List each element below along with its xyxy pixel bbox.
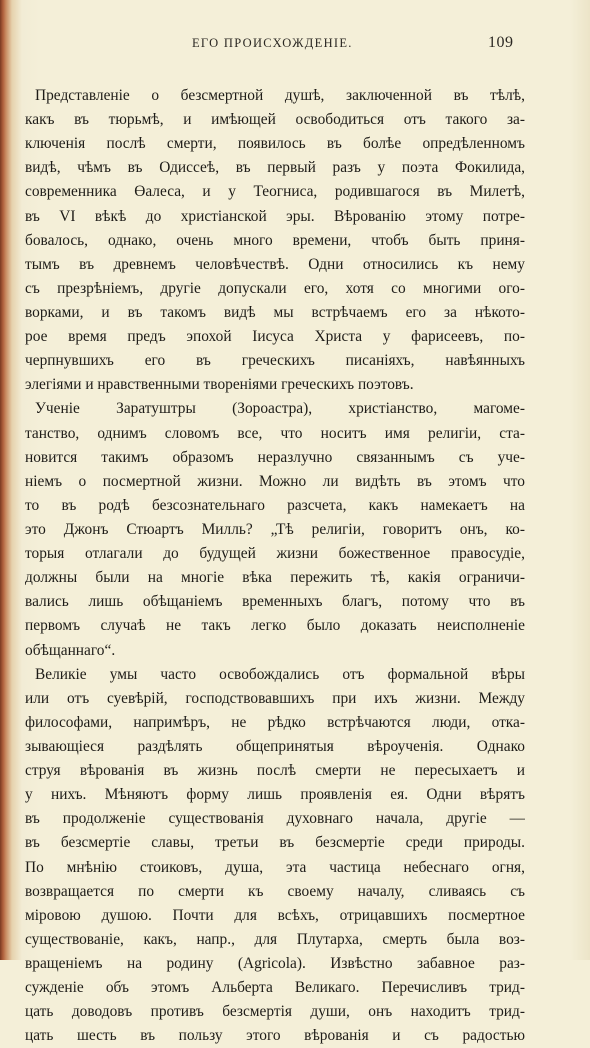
text-line: современника Өалеса, и у Теогниса, родившагося въ Милетѣ, <box>25 183 525 201</box>
text-line: съ презрѣніемъ, другіе допускали его, хотя со многими ого- <box>25 279 525 297</box>
text-line: философами, напримѣръ, не рѣдко встрѣчаются люди, отка- <box>25 713 525 731</box>
text-line: танство, однимъ словомъ все, что носитъ имя религіи, ста- <box>25 424 525 442</box>
running-title: ЕГО ПРОИСХОЖДЕНІЕ. <box>192 36 353 50</box>
text-line: первомъ случаѣ не такъ легко было доказать неисполненіе <box>25 617 525 635</box>
text-line: въ VI вѣкѣ до христіанской эры. Вѣрованію этому потре- <box>25 207 525 225</box>
text-line: сужденіе объ этомъ Альберта Великаго. Перечисливъ трид- <box>25 979 525 997</box>
text-line: это Джонъ Стюартъ Милль? „Тѣ религіи, говоритъ онъ, ко- <box>25 520 525 538</box>
text-line: должны были на многіе вѣка пережить тѣ, какія ограничи- <box>25 569 525 587</box>
text-line: міровою душою. Почти для всѣхъ, отрицавшихъ посмертное <box>25 906 525 924</box>
text-line: рое время предъ эпохой Іисуса Христа у фарисеевъ, по- <box>25 328 525 346</box>
text-line: струя вѣрованія въ жизнь послѣ смерти не пересыхаетъ и <box>25 762 525 780</box>
text-line: ніемъ о посмертной жизни. Можно ли видѣть въ этомъ что <box>25 472 525 490</box>
running-head <box>0 34 590 54</box>
text-line: видѣ, чѣмъ въ Одиссеѣ, въ первый разъ у поэта Фокилида, <box>25 159 525 177</box>
text-line: вались лишь обѣщаніемъ временныхъ благъ, потому что въ <box>25 593 525 611</box>
text-line: торыя отлагали до будущей жизни божественное правосудіе, <box>25 545 525 563</box>
text-line: элегіями и нравственными твореніями греческихъ поэтовъ. <box>25 376 414 394</box>
text-line: тымъ въ древнемъ человѣчествѣ. Одни относились къ нему <box>25 255 525 273</box>
text-line: Ученіе Заратуштры (Зороастра), христіанство, магоме- <box>35 400 525 418</box>
text-line: По мнѣнію стоиковъ, душа, эта частица небеснаго огня, <box>25 858 525 876</box>
text-line: новится такимъ образомъ неразлучно связаннымъ съ уче- <box>25 448 525 466</box>
text-line: ключенія послѣ смерти, появилось въ болѣе опредѣленномъ <box>25 135 525 153</box>
text-line: то въ родѣ безсознательнаго разсчета, какъ намекаетъ на <box>25 496 525 514</box>
text-line: возвращается по смерти къ своему началу, сливаясь съ <box>25 882 525 900</box>
text-line: Представленіе о безсмертной душѣ, заключенной въ тѣлѣ, <box>35 87 525 104</box>
text-line: цать доводовъ противъ безсмертія души, онъ находитъ трид- <box>25 1003 525 1021</box>
text-line: какъ въ тюрьмѣ, и имѣющей освободиться отъ такого за- <box>25 111 525 129</box>
text-line: у нихъ. Мѣняютъ форму лишь проявленія ея. Одни вѣрятъ <box>25 786 525 804</box>
text-line: цать шесть въ пользу этого вѣрованія и съ радостью <box>25 1027 525 1045</box>
text-line: бовалось, однако, очень много времени, чтобъ быть приня- <box>25 231 525 249</box>
text-line: Великіе умы часто освобождались отъ формальной вѣры <box>35 665 525 683</box>
text-line: существованіе, какъ, напр., для Плутарха, смерть была воз- <box>25 930 525 948</box>
text-line: черпнувшихъ его въ греческихъ писаніяхъ, навѣянныхъ <box>25 352 525 370</box>
text-line: въ продолженіе существованія духовнаго начала, другіе — <box>25 810 525 828</box>
text-line: обѣщаннаго“. <box>25 641 116 659</box>
text-line: въ безсмертіе славы, третьи въ безсмертіе среди природы. <box>25 834 525 852</box>
page-number: 109 <box>488 34 514 51</box>
text-line: вращеніемъ на родину (Agricola). Извѣстно забавное раз- <box>25 954 525 972</box>
text-line: или отъ суевѣрій, господствовавшихъ при ихъ жизни. Между <box>25 689 525 707</box>
text-line: зывающіеся раздѣлять общепринятыя вѣроученія. Однако <box>25 737 525 755</box>
body-text <box>25 84 525 1048</box>
text-line: ворками, и въ такомъ видѣ мы встрѣчаемъ его за нѣкото- <box>25 303 525 321</box>
